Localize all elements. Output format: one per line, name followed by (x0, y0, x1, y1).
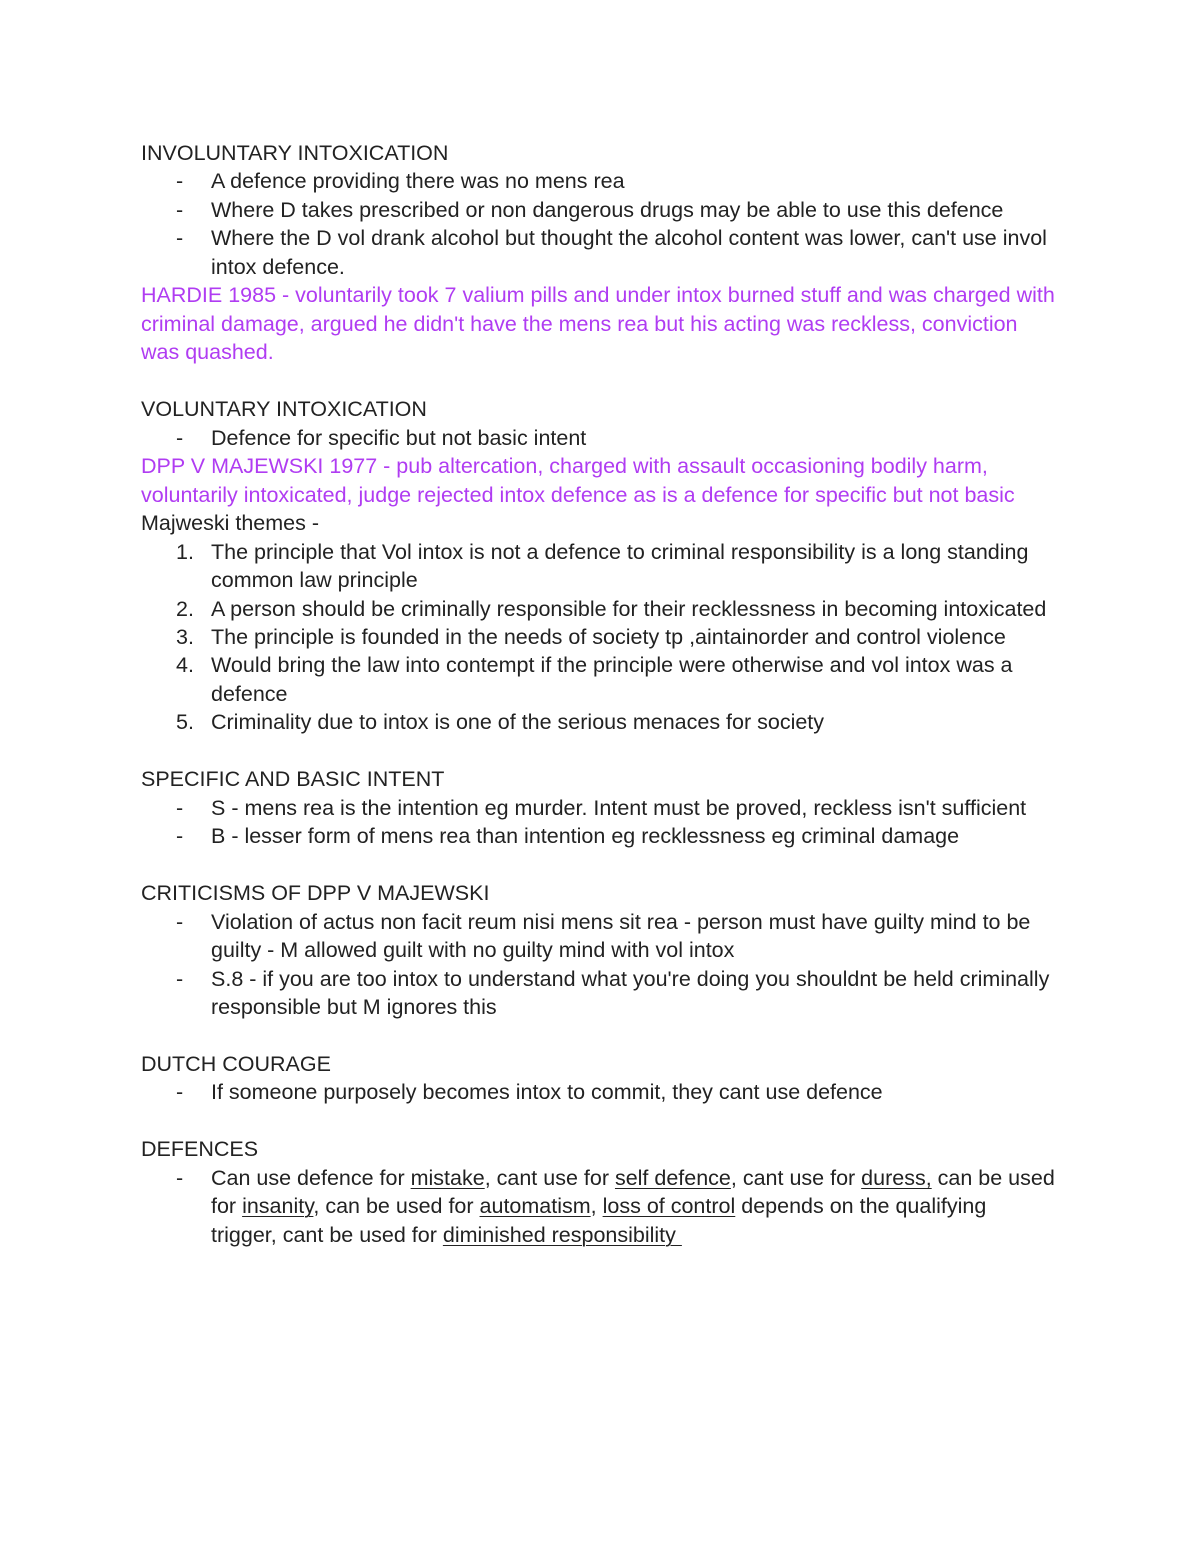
bullet-item (141, 794, 1061, 822)
bullet-item (141, 965, 1061, 1022)
case-note-majewski (141, 452, 1061, 509)
bullet-line (141, 224, 1061, 252)
blank-line (141, 851, 1061, 879)
bullet-text: Where the D vol drank alcohol but thought the alcohol content was lower, can't use invol (211, 226, 1047, 251)
underlined-term-automatism: automatism (479, 1194, 591, 1219)
bullet-text: for (211, 1194, 243, 1219)
bullet-text: Defence for specific but not basic intent (211, 425, 587, 450)
bullet-text: trigger, cant be used for (211, 1222, 443, 1247)
underlined-term-diminished-responsibility: diminished responsibility (442, 1222, 682, 1247)
number-marker: 2. (176, 596, 194, 621)
numbered-item (141, 538, 1061, 595)
bullet-item (141, 908, 1061, 965)
bullet-line (141, 965, 1061, 993)
numbered-text: The principle is founded in the needs of society tp ,aintainorder and control violence (211, 624, 1006, 649)
number-marker: 4. (176, 653, 194, 678)
number-marker: 5. (176, 710, 194, 735)
underlined-term-mistake: mistake (410, 1165, 485, 1190)
bullet-line (141, 1221, 1061, 1249)
bullet-line (141, 908, 1061, 936)
bullet-item (141, 424, 1061, 452)
bullet-item (141, 196, 1061, 224)
bullet-marker: - (176, 909, 184, 934)
numbered-line (141, 538, 1061, 566)
numbered-text: Would bring the law into contempt if the principle were otherwise and vol intox was a (211, 653, 1013, 678)
numbered-text: defence (211, 681, 288, 706)
numbered-text: Criminality due to intox is one of the serious menaces for society (211, 710, 825, 735)
bullet-item (141, 822, 1061, 850)
blank-line (141, 1022, 1061, 1050)
bullet-item (141, 167, 1061, 195)
document-content (141, 139, 1061, 1249)
bullet-text: Can use defence for (211, 1165, 411, 1190)
bullet-text: guilty - M allowed guilt with no guilty mind with vol intox (211, 938, 735, 963)
bullet-line (141, 993, 1061, 1021)
bullet-marker: - (176, 824, 184, 849)
bullet-marker: - (176, 197, 184, 222)
bullet-text: Violation of actus non facit reum nisi mens sit rea - person must have guilty mind to be (211, 909, 1031, 934)
bullet-text: B - lesser form of mens rea than intention eg recklessness eg criminal damage (211, 824, 960, 849)
underlined-term-duress: duress, (861, 1165, 932, 1190)
bullet-marker: - (176, 966, 184, 991)
case-note-line: was quashed. (141, 340, 274, 365)
bullet-text: Where D takes prescribed or non dangerous drugs may be able to use this defence (211, 197, 1004, 222)
numbered-line (141, 566, 1061, 594)
bullet-marker: - (176, 795, 184, 820)
numbered-line (141, 680, 1061, 708)
section-heading-criticisms: CRITICISMS OF DPP V MAJEWSKI (141, 881, 490, 906)
numbered-item (141, 623, 1061, 651)
case-note-line: voluntarily intoxicated, judge rejected intox defence as is a defence for specific but not basic (141, 482, 1015, 507)
bullet-text: S.8 - if you are too intox to understand what you're doing you shouldnt be held criminally (211, 966, 1050, 991)
bullet-marker: - (176, 425, 184, 450)
blank-line (141, 737, 1061, 765)
numbered-line (141, 651, 1061, 679)
section-heading-voluntary-intoxication: VOLUNTARY INTOXICATION (141, 397, 427, 422)
bullet-line (141, 1164, 1061, 1192)
underlined-term-self-defence: self defence (614, 1165, 731, 1190)
numbered-text: The principle that Vol intox is not a defence to criminal responsibility is a long standing (211, 539, 1029, 564)
bullet-text: , cant use for (484, 1165, 615, 1190)
numbered-text: A person should be criminally responsible for their recklessness in becoming intoxicated (211, 596, 1047, 621)
bullet-text: can be used (931, 1165, 1055, 1190)
bullet-text: intox defence. (211, 254, 345, 279)
bullet-text: , can be used for (313, 1194, 480, 1219)
numbered-item (141, 595, 1061, 623)
bullet-text: , cant use for (730, 1165, 862, 1190)
bullet-item (141, 1078, 1061, 1106)
bullet-item (141, 224, 1061, 281)
bullet-marker: - (176, 169, 184, 194)
bullet-marker: - (176, 226, 184, 251)
bullet-marker: - (176, 1165, 184, 1190)
case-note-line: HARDIE 1985 - voluntarily took 7 valium pills and under intox burned stuff and was charged with (141, 283, 1055, 308)
section-heading-specific-basic-intent: SPECIFIC AND BASIC INTENT (141, 767, 445, 792)
bullet-line (141, 1192, 1061, 1220)
case-note-hardie (141, 281, 1061, 366)
underlined-term-loss-of-control: loss of control (602, 1194, 736, 1219)
blank-line (141, 367, 1061, 395)
number-marker: 1. (176, 539, 194, 564)
section-heading-dutch-courage: DUTCH COURAGE (141, 1052, 331, 1076)
bullet-line (141, 936, 1061, 964)
bullet-item (141, 1164, 1061, 1249)
numbered-text: common law principle (211, 568, 418, 593)
bullet-marker: - (176, 1080, 184, 1105)
number-marker: 3. (176, 624, 194, 649)
case-note-line: DPP V MAJEWSKI 1977 - pub altercation, charged with assault occasioning bodily harm, (141, 454, 988, 479)
bullet-text: A defence providing there was no mens rea (211, 169, 625, 194)
themes-label: Majweski themes - (141, 511, 320, 536)
bullet-text: depends on the qualifying (735, 1194, 987, 1219)
section-heading-involuntary-intoxication: INVOLUNTARY INTOXICATION (141, 141, 449, 165)
case-note-line: criminal damage, argued he didn't have the mens rea but his acting was reckless, conviction (141, 311, 1018, 336)
underlined-term-insanity: insanity (242, 1194, 314, 1219)
bullet-text: responsible but M ignores this (211, 995, 497, 1020)
bullet-text: If someone purposely becomes intox to commit, they cant use defence (211, 1080, 883, 1105)
bullet-line (141, 253, 1061, 281)
numbered-item (141, 708, 1061, 736)
bullet-text: S - mens rea is the intention eg murder. Intent must be proved, reckless isn't sufficient (211, 795, 1027, 820)
numbered-item (141, 651, 1061, 708)
blank-line (141, 1107, 1061, 1135)
section-heading-defences: DEFENCES (141, 1137, 259, 1162)
bullet-text: , (590, 1194, 603, 1219)
